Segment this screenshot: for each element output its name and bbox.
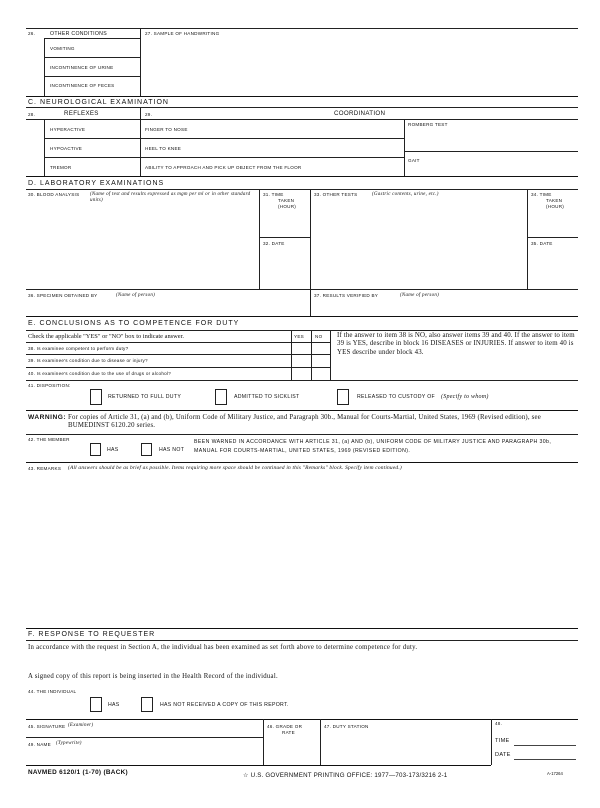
rule (26, 737, 263, 738)
rule (26, 176, 578, 177)
member-has-label: HAS (107, 447, 119, 453)
rule (26, 765, 491, 766)
item-46-rate: RATE (282, 730, 295, 735)
item-34-taken: TAKEN (546, 198, 563, 203)
item-49-note: (Typewrite) (56, 741, 82, 746)
rule (527, 189, 528, 289)
rule (259, 237, 310, 238)
pick-up-object-label: ABILITY TO APPROACH AND PICK UP OBJECT FROM THE FLOOR (145, 165, 302, 170)
q38-yes-box[interactable] (292, 343, 310, 354)
q38-no-box[interactable] (312, 343, 330, 354)
other-conditions-label: OTHER CONDITIONS (50, 31, 107, 37)
has-not-received-label: HAS NOT RECEIVED A COPY OF THIS REPORT. (160, 702, 289, 708)
item-31-hour: (HOUR) (278, 204, 297, 209)
item-33-note: (Gastric contents, urine, etc.) (372, 192, 439, 197)
item-30-label: 30. BLOOD ANALYSIS (28, 192, 80, 197)
conditional-instructions: If the answer to item 38 is NO, also answer items 39 and 40. If the answer to item 39 is YES, describe in block 16 DISEASES or INJURIES. If answer to item 40 is YES describe under block 43. (337, 332, 575, 356)
rule (26, 462, 578, 463)
section-e-title: E. CONCLUSIONS AS TO COMPETENCE FOR DUTY (28, 320, 240, 327)
item-49-label: 49. NAME (28, 742, 51, 747)
romberg-test-label: ROMBERG TEST (408, 122, 448, 127)
rule (320, 719, 321, 765)
item-44-label: 44. THE INDIVIDUAL (28, 689, 77, 694)
item-31-taken: TAKEN (278, 198, 295, 203)
rule (26, 367, 330, 368)
item-28-number: 28. (28, 112, 36, 117)
finger-to-nose-label: FINGER TO NOSE (145, 127, 188, 132)
gait-label: GAIT (408, 158, 420, 163)
rule (310, 189, 311, 316)
warning-text: For copies of Article 31, (a) and (b), Uniform Code of Military Justice, and Paragraph 30b., Manual for Courts-Martial, United States, 1969 (Revised edition), see BUMEDINST 6120.20 series. (68, 414, 541, 430)
q40-no-box[interactable] (312, 368, 330, 380)
question-40: 40. Is examinee's condition due to the use of drugs or alcohol? (28, 371, 172, 376)
admitted-sicklist-checkbox[interactable] (215, 389, 227, 405)
item-26-number: 26. (28, 31, 36, 36)
individual-has-not-checkbox[interactable] (141, 697, 153, 712)
no-column-header: NO (315, 334, 323, 339)
rule (330, 330, 331, 380)
tremor-label: TREMOR (50, 165, 72, 170)
item-47-label: 47. DUTY STATION (324, 724, 369, 729)
item-36-label: 36. SPECIMEN OBTAINED BY (28, 293, 98, 298)
rule (527, 237, 578, 238)
rule (26, 628, 578, 629)
q40-yes-box[interactable] (292, 368, 310, 380)
vomiting-label: VOMITING (50, 46, 75, 51)
warned-statement: BEEN WARNED IN ACCORDANCE WITH ARTICLE 31, (a) AND (b), UNIFORM CODE OF MILITARY JUSTICE AND PARAGRAPH 30b, MANUAL FOR COURTS-MARTIAL, UNITED STATES, 1969 (REVISED EDITION). (194, 439, 552, 455)
item-32-label: 32. DATE (263, 241, 285, 246)
incontinence-urine-label: INCONTINENCE OF URINE (50, 65, 114, 70)
question-39: 39. Is examinee's condition due to disease or injury? (28, 358, 148, 363)
response-paragraph-1: In accordance with the request in Section A, the individual has been examined as set forth above to determine competence for duty. (28, 644, 418, 651)
item-36-note: (Name of person) (116, 293, 155, 298)
rule (26, 96, 578, 97)
rule (404, 119, 405, 176)
item-30-note: (Name of test and results expressed as mgm per ml or in other standard units) (90, 192, 251, 203)
rule (140, 28, 141, 96)
rule (26, 410, 578, 411)
rule (491, 719, 492, 765)
remarks-field[interactable] (28, 475, 576, 625)
rule (26, 719, 578, 720)
yes-column-header: YES (294, 334, 304, 339)
item-33-label: 33. OTHER TESTS (314, 192, 358, 197)
incontinence-feces-label: INCONTINENCE OF FECES (50, 83, 115, 88)
rule (26, 342, 330, 343)
coordination-label: COORDINATION (334, 110, 386, 117)
heel-to-knee-label: HEEL TO KNEE (145, 146, 182, 151)
item-35-label: 35. DATE (531, 241, 553, 246)
date-label: DATE (495, 752, 511, 758)
member-has-checkbox[interactable] (90, 443, 101, 456)
item-31-label: 31. TIME (263, 192, 284, 197)
individual-has-checkbox[interactable] (90, 697, 102, 712)
rule (26, 289, 578, 290)
rule (44, 138, 404, 139)
member-has-not-checkbox[interactable] (141, 443, 152, 456)
rule (263, 719, 264, 765)
item-41-label: 41. DISPOSITION: (28, 383, 71, 388)
response-paragraph-2: A signed copy of this report is being inserted in the Health Record of the individual. (28, 673, 278, 680)
rule (259, 189, 260, 289)
item-29-number: 29. (145, 112, 153, 117)
reflexes-label: REFLEXES (64, 110, 99, 117)
item-43-label: 43. REMARKS (28, 466, 62, 471)
item-37-label: 37. RESULTS VERIFIED BY (314, 293, 379, 298)
rule (26, 107, 578, 108)
returned-to-duty-checkbox[interactable] (90, 389, 102, 405)
item-48-label: 48. (495, 721, 503, 726)
item-34-label: 34. TIME (531, 192, 552, 197)
rule (26, 28, 578, 29)
admitted-sicklist-label: ADMITTED TO SICKLIST (234, 394, 300, 400)
item-37-note: (Name of person) (400, 293, 439, 298)
section-f-title: F. RESPONSE TO REQUESTER (28, 631, 156, 638)
item-43-note: (All answers should be as brief as possible. Items requiring more space should be continued in this "Remarks" block. Specify item continued.) (68, 465, 402, 471)
q39-yes-box[interactable] (292, 355, 310, 367)
rule (26, 189, 578, 190)
returned-to-duty-label: RETURNED TO FULL DUTY (108, 394, 182, 400)
rule (26, 380, 578, 381)
question-38: 38. Is examinee competent to perform duty? (28, 346, 129, 351)
rule (44, 157, 404, 158)
rule (44, 119, 45, 176)
rule (140, 107, 141, 176)
hyperactive-label: HYPERACTIVE (50, 127, 86, 132)
check-instruction: Check the applicable "YES" or "NO" box to indicate answer. (28, 333, 184, 340)
printing-office-line: ☆ U.S. GOVERNMENT PRINTING OFFICE: 1977—703-173/3216 2-1 (243, 772, 448, 779)
section-d-title: D. LABORATORY EXAMINATIONS (28, 180, 165, 187)
date-field-line[interactable] (514, 759, 576, 760)
rule (44, 57, 140, 58)
rule (26, 354, 330, 355)
rule (26, 330, 578, 331)
rule (404, 151, 578, 152)
member-has-not-label: HAS NOT (159, 447, 185, 453)
item-27-label: 27. SAMPLE OF HANDWRITING (145, 31, 220, 36)
item-46-label: 46. GRADE OR (267, 724, 303, 729)
rule (44, 38, 140, 39)
item-45-label: 45. SIGNATURE (28, 724, 66, 729)
item-34-hour: (HOUR) (546, 204, 565, 209)
form-identifier: NAVMED 6120/1 (1-70) (BACK) (28, 769, 128, 776)
section-c-title: C. NEUROLOGICAL EXAMINATION (28, 99, 169, 106)
warning-label: WARNING: (28, 414, 67, 421)
hypoactive-label: HYPOACTIVE (50, 146, 83, 151)
rule (44, 76, 140, 77)
released-custody-note: (Specify to whom) (441, 394, 489, 400)
item-45-note: (Examiner) (68, 723, 94, 728)
released-custody-label: RELEASED TO CUSTODY OF (357, 394, 435, 400)
time-label: TIME (495, 738, 510, 744)
rule (26, 640, 578, 641)
rule (44, 38, 45, 96)
form-code: A-17264 (547, 771, 563, 776)
rule (26, 316, 578, 317)
individual-has-label: HAS (108, 702, 120, 708)
item-42-label: 42. THE MEMBER (28, 437, 70, 442)
rule (26, 434, 578, 435)
released-custody-checkbox[interactable] (337, 389, 349, 405)
rule (26, 119, 578, 120)
q39-no-box[interactable] (312, 355, 330, 367)
handwriting-sample-field[interactable] (143, 38, 573, 94)
time-field-line[interactable] (514, 745, 576, 746)
